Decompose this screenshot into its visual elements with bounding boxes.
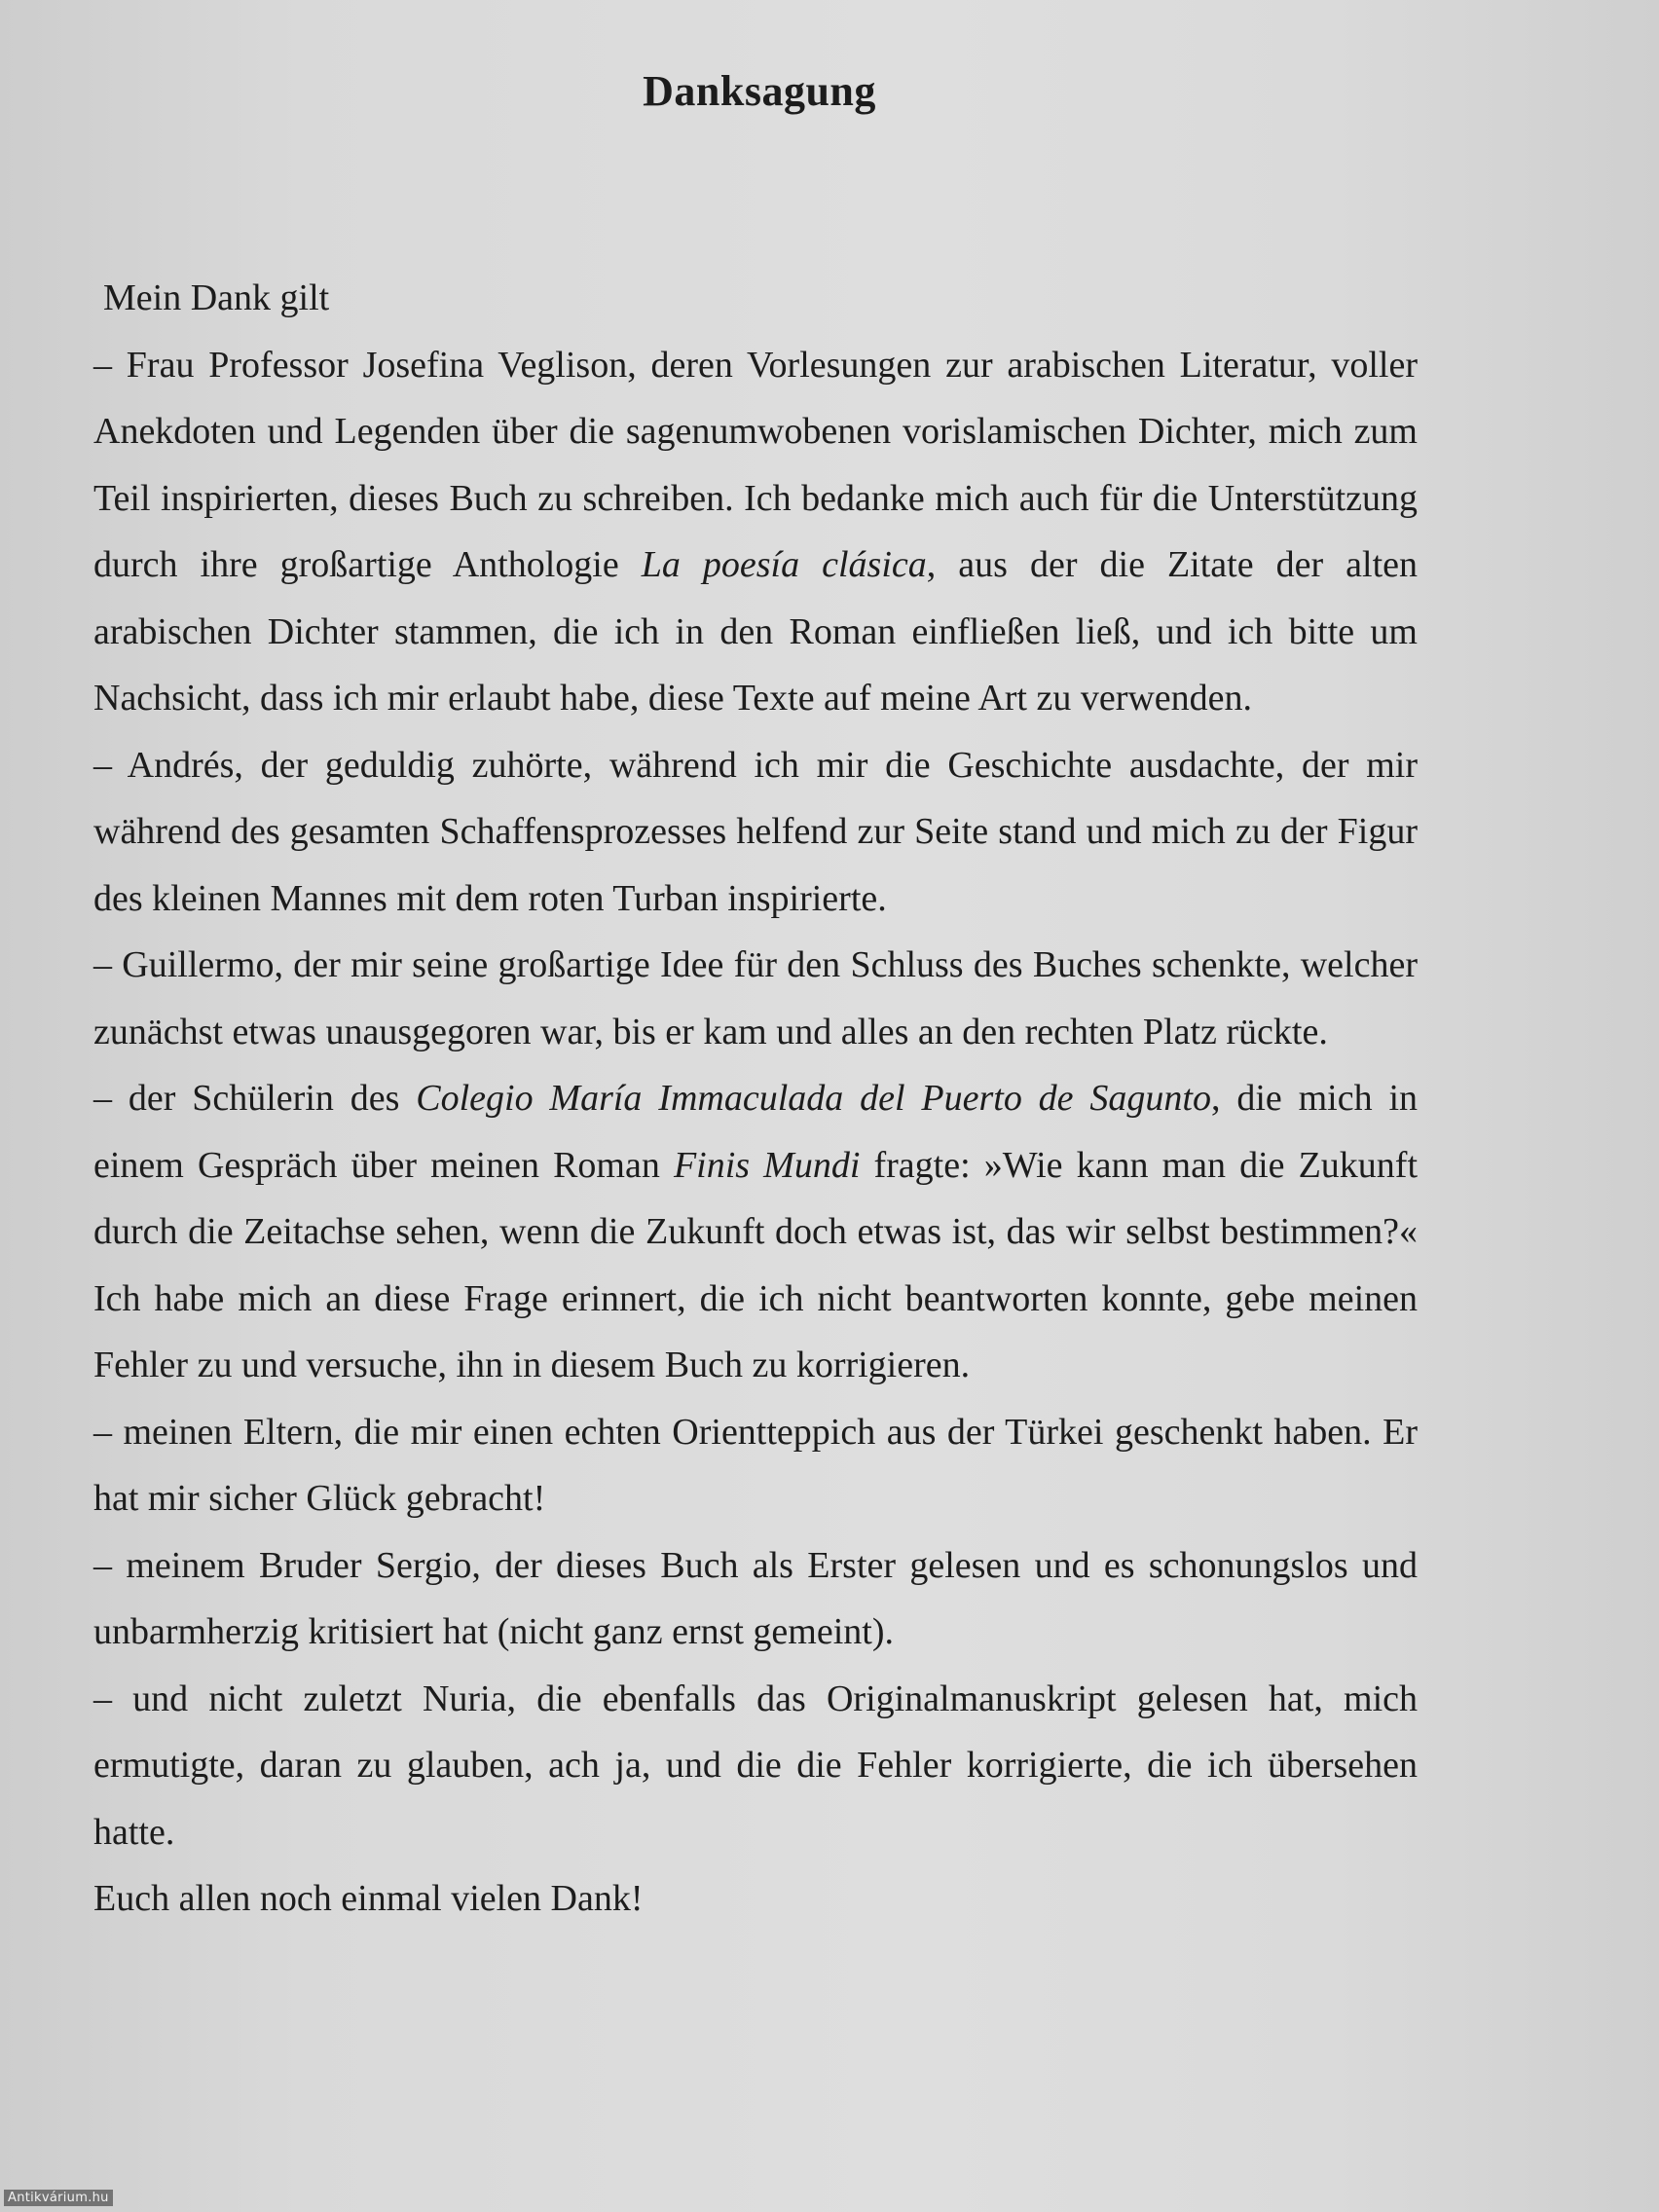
intro-line: Mein Dank gilt (103, 277, 330, 318)
watermark-label: Antikvárium.hu (4, 2190, 113, 2206)
italic-school-name: Colegio María Immaculada del Puerto de Sagunto (416, 1078, 1211, 1119)
paragraph-sergio (93, 1532, 1418, 1666)
paragraph-text: – meinen Eltern, die mir einen echten Orientteppich aus der Türkei geschenkt haben. Er hat mir sicher Glück gebracht! (93, 1411, 1418, 1519)
page-heading: Danksagung (643, 67, 876, 115)
closing-line: Euch allen noch einmal vielen Dank! (93, 1878, 644, 1919)
paragraph-text: – und nicht zuletzt Nuria, die ebenfalls das Originalmanuskript gelesen hat, mich ermutigte, daran zu glauben, ach ja, und die die Fehler korrigierte, die ich übersehen hatte. (93, 1677, 1418, 1853)
paragraph-schuelerin (93, 1065, 1418, 1399)
paragraph-text: – Frau Professor Josefina Veglison, deren Vorlesungen zur arabischen Literatur, voller Anekdoten und Legenden über die sagenumwobenen vorislamischen Dichter, mich zum Teil inspirierten, dieses Buch zu schreiben. Ich bedanke mich auch für die Unterstützung durch ihre großartige Anthologie (93, 344, 1418, 585)
paragraph-text: – meinem Bruder Sergio, der dieses Buch als Erster gelesen und es schonungslos und unbarmherzig kritisiert hat (nicht ganz ernst gemeint). (93, 1544, 1418, 1652)
paragraph-guillermo (93, 932, 1418, 1065)
paragraph-andres (93, 732, 1418, 933)
paragraph-text: , aus der die Zitate der alten arabischen Dichter stammen, die ich in den Roman einfließen ließ, und ich bitte um Nachsicht, dass ich mir erlaubt habe, diese Texte auf meine Art zu verwenden. (93, 544, 1418, 719)
paragraph-text: , die mich in einem Gespräch über meinen Roman (93, 1078, 1419, 1186)
italic-title: La poesía clásica (641, 544, 927, 585)
paragraph-veglison (93, 332, 1418, 732)
acknowledgements-body (93, 265, 1418, 1933)
paragraph-text: fragte: »Wie kann man die Zukunft durch die Zeitachse sehen, wenn die Zukunft doch etwas ist, das wir selbst bestimmen?« Ich habe mich an diese Frage erinnert, die ich nicht beantworten konnte, gebe meinen Fehler zu und versuche, ihn in diesem Buch zu korrigieren. (93, 1144, 1419, 1385)
paragraph-nuria (93, 1666, 1418, 1866)
paragraph-text: – der Schülerin des (93, 1078, 417, 1119)
paragraph-eltern (93, 1399, 1418, 1532)
italic-book-title: Finis Mundi (673, 1144, 861, 1186)
paragraph-text: – Guillermo, der mir seine großartige Idee für den Schluss des Buches schenkte, welcher zunächst etwas unausgegoren war, bis er kam und alles an den rechten Platz rückte. (93, 944, 1418, 1052)
paragraph-text: – Andrés, der geduldig zuhörte, während ich mir die Geschichte ausdachte, der mir während des gesamten Schaffensprozesses helfend zur Seite stand und mich zu der Figur des kleinen Mannes mit dem roten Turban inspirierte. (93, 744, 1418, 919)
